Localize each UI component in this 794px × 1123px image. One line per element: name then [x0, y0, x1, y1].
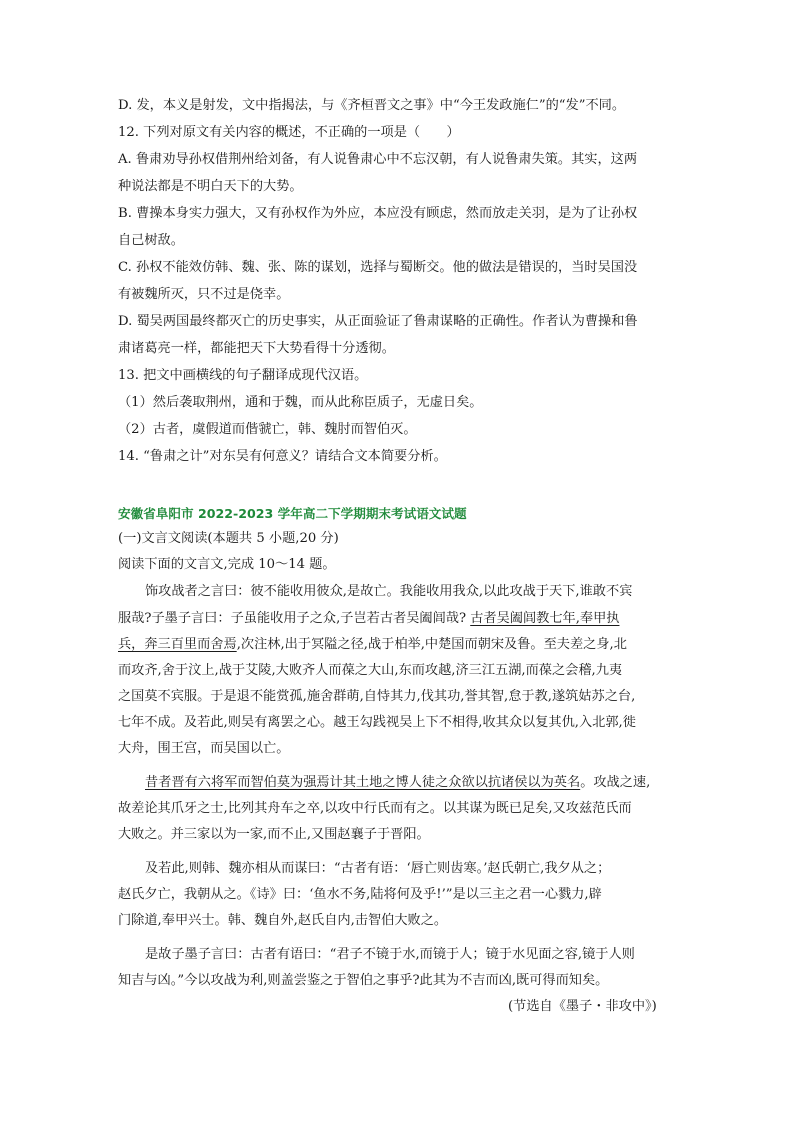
q12-option-c-line2: 有被魏所灭，只不过是侥幸。: [118, 287, 290, 302]
p1-line2-plain: 服哉?子墨子言曰：子虽能收用子之众,子岂若古者吴阖闾哉?: [118, 611, 471, 626]
passage-p3-line3: 门除道,奉甲兴士。韩、魏自外,赵氏自内,击智伯大败之。: [118, 913, 448, 928]
passage-p3-line1: 及若此,则韩、魏亦相从而谋曰：“古者有语：‘唇亡则齿寒。’赵氏朝亡,我夕从之；: [145, 861, 611, 876]
q12-option-a-line1: A. 鲁肃劝导孙权借荆州给刘备，有人说鲁肃心中不忘汉朝，有人说鲁肃失策。其实，这两: [118, 152, 638, 167]
section-title: (一)文言文阅读(本题共 5 小题,20 分): [118, 531, 339, 546]
q12-option-b-line2: 自己树敌。: [118, 233, 184, 248]
exam-heading: 安徽省阜阳市 2022-2023 学年高二下学期期末考试语文试题: [118, 506, 467, 521]
passage-p1-line7: 大舟，围王宫，而吴国以亡。: [118, 741, 290, 756]
instruction-text: 阅读下面的文言文,完成 10～14 题。: [118, 557, 336, 572]
passage-p1-line6: 七年不成。及若此,则吴有离罢之心。越王勾践视吴上下不相得,收其众以复其仇,入北郭,徙: [118, 715, 636, 730]
p1-line3-plain: ,次注林,出于冥隘之径,战于柏举,中楚国而朝宋及鲁。至夫差之身,北: [236, 637, 627, 652]
passage-p1-line1: 饰攻战者之言曰：彼不能收用彼众,是故亡。我能收用我众,以此攻战于天下,谁敢不宾: [145, 584, 633, 599]
underlined-sentence-2: 昔者晋有六将军而智伯莫为强焉计其土地之博人徒之众欲以抗诸侯以为英名: [145, 775, 581, 790]
passage-p1-line2: [118, 610, 619, 628]
underlined-sentence-1a: 古者吴阖闾教七年,奉甲执: [470, 611, 620, 626]
question-13: 13. 把文中画横线的句子翻译成现代汉语。: [118, 368, 368, 383]
passage-p2-line2: 故差论其爪牙之士,比列其舟车之卒,以攻中行氏而有之。以其谋为既已足矣,又攻兹范氏而: [118, 801, 632, 816]
q13-item-2: （2）古者，虞假道而偕虢亡，韩、魏肘而智伯灭。: [118, 422, 417, 437]
passage-p2-line1: [145, 774, 650, 792]
q11-option-d: D. 发，本义是射发，文中指揭法，与《齐桓晋文之事》中“今王发政施仁”的“发”不同。: [118, 98, 626, 113]
q13-item-1: （1）然后袭取荆州，通和于魏，而从此称臣质子，无虚日矣。: [118, 395, 483, 410]
passage-p3-line2: 赵氏夕亡，我朝从之。《诗》曰：‘鱼水不务,陆将何及乎!’”是以三主之君一心戮力,辟: [118, 887, 602, 902]
q12-option-d-line1: D. 蜀吴两国最终都灭亡的历史事实，从正面验证了鲁肃谋略的正确性。作者认为曹操和鲁: [118, 314, 638, 329]
passage-p4-line2: 知吉与凶。”今以攻战为利,则盖尝鉴之于智伯之事乎?此其为不吉而凶,既可得而知矣。: [118, 973, 609, 988]
p2-line1-plain: 。攻战之速,: [580, 775, 651, 790]
q12-option-d-line2: 肃诸葛亮一样，都能把天下大势看得十分透彻。: [118, 341, 395, 356]
underlined-sentence-1b: 兵，奔三百里而舍焉: [118, 637, 237, 652]
passage-p4-line1: 是故子墨子言曰：古者有语曰：“君子不镜于水,而镜于人；镜于水见面之容,镜于人则: [145, 947, 635, 962]
question-14: 14. “鲁肃之计”对东吴有何意义？请结合文本简要分析。: [118, 449, 447, 464]
q12-option-b-line1: B. 曹操本身实力强大，又有孙权作为外应，本应没有顾虑，然而放走关羽，是为了让孙权: [118, 206, 638, 221]
q12-option-c-line1: C. 孙权不能效仿韩、魏、张、陈的谋划，选择与蜀断交。他的做法是错误的，当时吴国没: [118, 260, 638, 275]
passage-p1-line4: 而攻齐,舍于汶上,战于艾陵,大败齐人而葆之大山,东而攻越,济三江五湖,而葆之会稽,九夷: [118, 663, 623, 678]
source-citation: (节选自《墨子・非攻中》): [508, 999, 657, 1014]
q12-option-a-line2: 种说法都是不明白天下的大势。: [118, 179, 303, 194]
passage-p1-line3: [118, 636, 627, 654]
question-12: 12. 下列对原文有关内容的概述，不正确的一项是（ ）: [118, 125, 460, 140]
passage-p1-line5: 之国莫不宾服。于是退不能赏孤,施舍群萌,自恃其力,伐其功,誉其智,怠于教,遂筑姑苏之台,: [118, 689, 636, 704]
passage-p2-line3: 大败之。并三家以为一家,而不止,又围赵襄子于晋阳。: [118, 827, 430, 842]
